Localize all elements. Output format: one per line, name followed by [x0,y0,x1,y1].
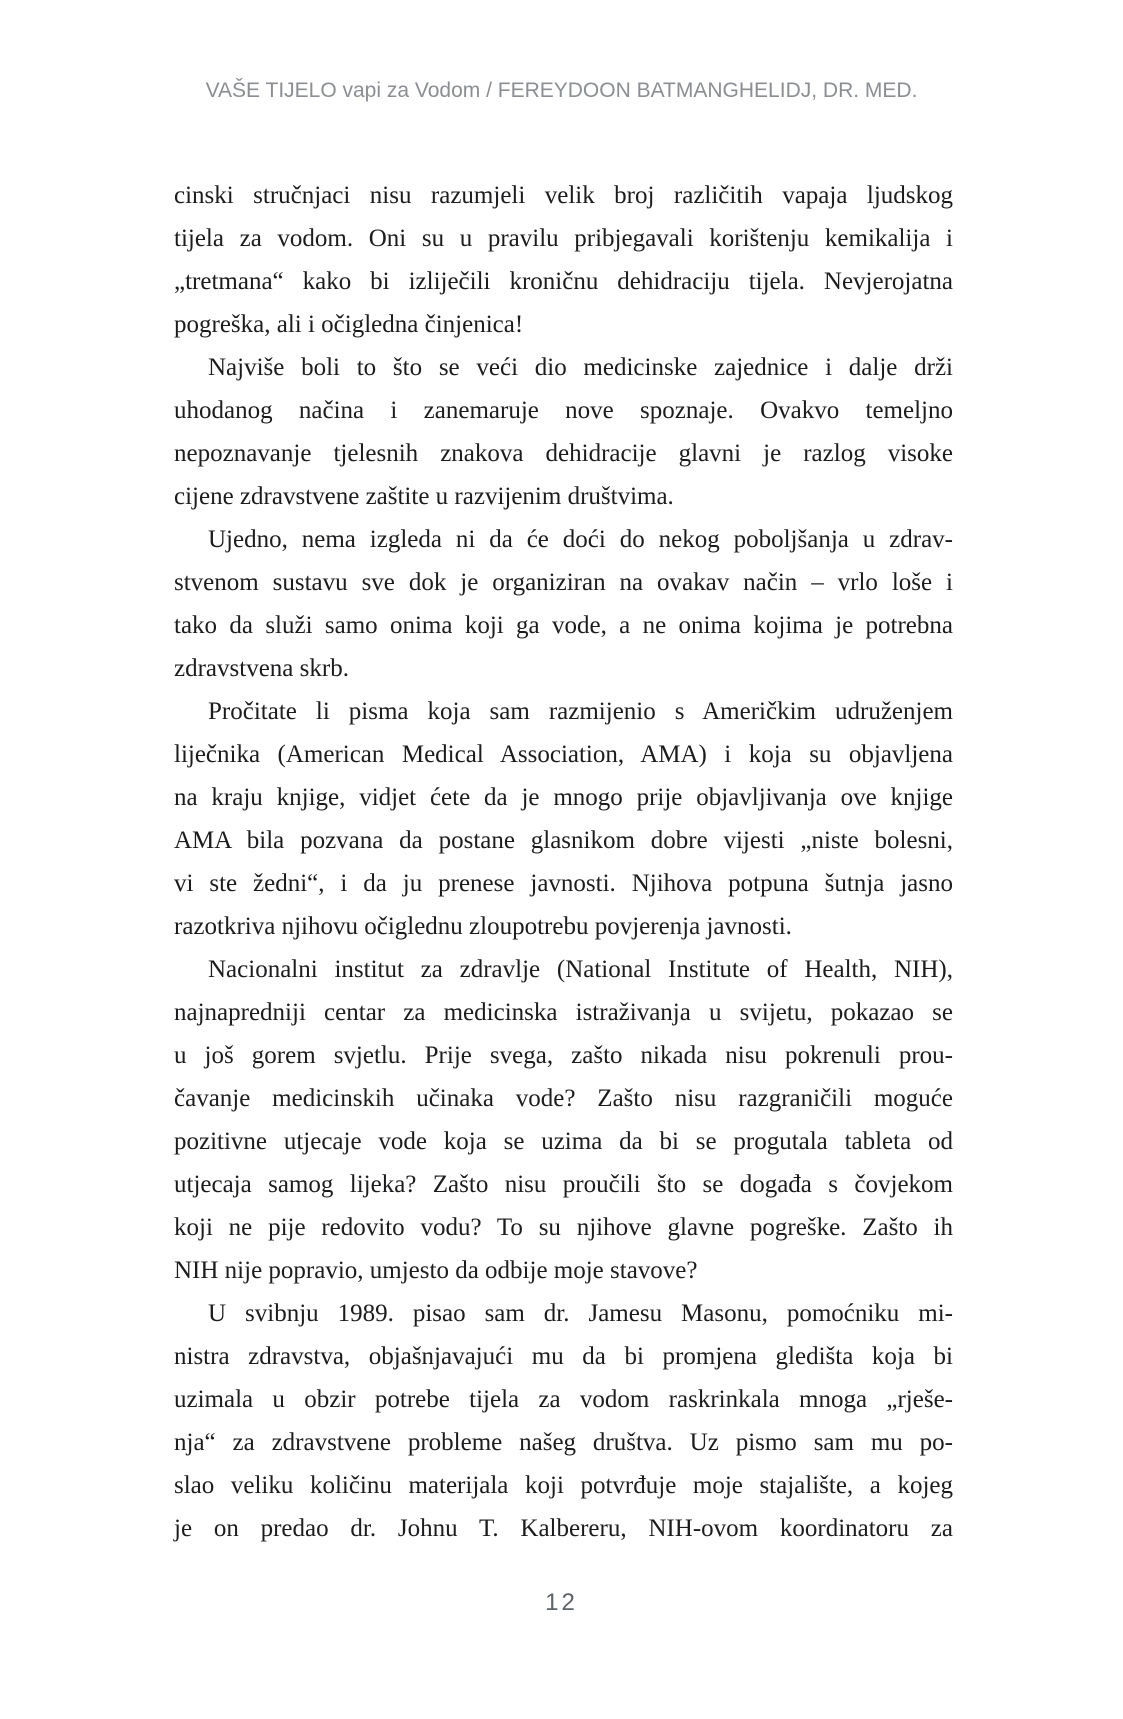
text-line: slao veliku količinu materijala koji potvrđuje moje stajalište, a kojeg [174,1472,953,1499]
page-number: 12 [545,1589,578,1616]
text-line: vi ste žedni“, i da ju prenese javnosti. Njihova potpuna šutnja jasno [174,870,953,897]
text-line: uhodanog načina i zanemaruje nove spoznaje. Ovakvo temeljno [174,397,953,424]
text-line: AMA bila pozvana da postane glasnikom dobre vijesti „niste bolesni, [174,827,953,854]
text-line: nja“ za zdravstvene probleme našeg društva. Uz pismo sam mu po- [174,1429,953,1456]
text-line: razotkriva njihovu očiglednu zloupotrebu povjerenja javnosti. [174,913,792,940]
text-line: Najviše boli to što se veći dio medicinske zajednice i dalje drži [208,354,953,381]
text-line: tijela za vodom. Oni su u pravilu pribjegavali korištenju kemikalija i [174,225,953,252]
text-line: pozitivne utjecaje vode koja se uzima da bi se progutala tableta od [174,1128,953,1155]
text-line: najnapredniji centar za medicinska istraživanja u svijetu, pokazao se [174,999,953,1026]
text-line: nepoznavanje tjelesnih znakova dehidracije glavni je razlog visoke [174,440,953,467]
text-line: zdravstvena skrb. [174,655,349,682]
paragraph [174,1292,953,1550]
text-line: U svibnju 1989. pisao sam dr. Jamesu Masonu, pomoćniku mi- [208,1300,953,1327]
paragraph [174,346,953,518]
text-line: u još gorem svjetlu. Prije svega, zašto nikada nisu pokrenuli prou- [174,1042,953,1069]
text-line: Ujedno, nema izgleda ni da će doći do nekog poboljšanja u zdrav- [208,526,953,553]
paragraph [174,518,953,690]
paragraph [174,690,953,948]
text-line: NIH nije popravio, umjesto da odbije moje stavove? [174,1257,698,1284]
text-line: „tretmana“ kako bi izliječili kroničnu dehidraciju tijela. Nevjerojatna [174,268,953,295]
text-line: utjecaja samog lijeka? Zašto nisu proučili što se događa s čovjekom [174,1171,953,1198]
text-line: cijene zdravstvene zaštite u razvijenim društvima. [174,483,674,510]
text-line: uzimala u obzir potrebe tijela za vodom raskrinkala mnoga „rješe- [174,1386,953,1413]
text-line: Nacionalni institut za zdravlje (National Institute of Health, NIH), [208,956,953,983]
text-line: pogreška, ali i očigledna činjenica! [174,311,524,338]
text-line: na kraju knjige, vidjet ćete da je mnogo prije objavljivanja ove knjige [174,784,953,811]
text-line: Pročitate li pisma koja sam razmijenio s Američkim udruženjem [208,698,953,725]
text-line: tako da služi samo onima koji ga vode, a ne onima kojima je potrebna [174,612,953,639]
text-line: liječnika (American Medical Association, AMA) i koja su objavljena [174,741,953,768]
running-header: VAŠE TIJELO vapi za Vodom / FEREYDOON BATMANGHELIDJ, DR. MED. [205,79,918,102]
text-line: nistra zdravstva, objašnjavajući mu da bi promjena gledišta koja bi [174,1343,953,1370]
text-line: koji ne pije redovito vodu? To su njihove glavne pogreške. Zašto ih [174,1214,953,1241]
text-line: je on predao dr. Johnu T. Kalbereru, NIH-ovom koordinatoru za [174,1515,953,1542]
paragraph [174,174,953,346]
body-text [174,174,953,1550]
paragraph [174,948,953,1292]
text-line: stvenom sustavu sve dok je organiziran na ovakav način – vrlo loše i [174,569,953,596]
text-line: cinski stručnjaci nisu razumjeli velik broj različitih vapaja ljudskog [174,182,953,209]
text-line: čavanje medicinskih učinaka vode? Zašto nisu razgraničili moguće [174,1085,953,1112]
